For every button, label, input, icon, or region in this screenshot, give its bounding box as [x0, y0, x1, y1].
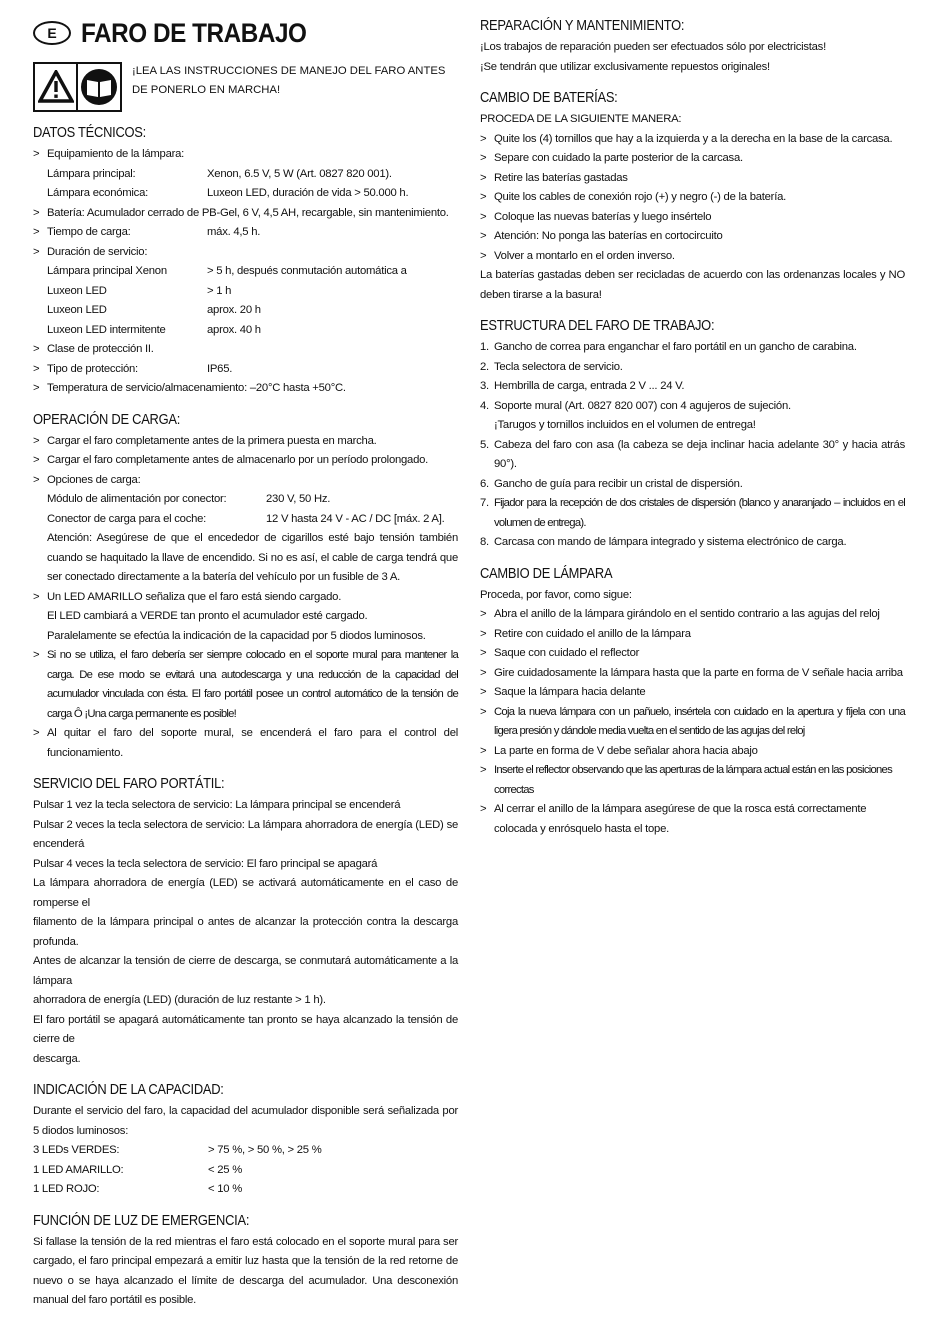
capacity-row: 1 LED ROJO: < 10 %	[33, 1183, 242, 1195]
list-item: > Duración de servicio:	[33, 245, 148, 258]
emergencia-heading: FUNCIÓN DE LUZ DE EMERGENCIA:	[33, 1211, 250, 1229]
datos-heading: DATOS TÉCNICOS:	[33, 124, 146, 141]
text-line: Pulsar 2 veces la tecla selectora de servicio: La lámpara ahorradora de energía (LED) se encenderá	[33, 818, 458, 850]
list-item: > Quite los (4) tornillos que hay a la izquierda y a la derecha en la base de la carcasa.	[480, 132, 893, 145]
numbered-item: 8. Carcasa con mando de lámpara integrado y sistema electrónico de carga.	[480, 536, 847, 548]
list-item: > Retire las baterías gastadas	[480, 171, 628, 184]
list-item: > Atención: No ponga las baterías en cortocircuito	[480, 230, 723, 242]
numbered-item: 5. Cabeza del faro con asa (la cabeza se deja inclinar hacia adelante 30° y hacia atrás 90°).	[480, 438, 905, 470]
warning-icons	[33, 62, 122, 112]
carga-section	[33, 432, 458, 764]
warning-block	[33, 62, 458, 112]
numbered-item: 4. Soporte mural (Art. 0827 820 007) con 4 agujeros de sujeción.	[480, 399, 791, 412]
baterias-subheading: PROCEDA DE LA SIGUIENTE MANERA:	[480, 113, 682, 125]
lampara-section	[480, 586, 905, 840]
text-line: La lámpara ahorradora de energía (LED) se activará automáticamente en el caso de romperse el	[33, 877, 458, 909]
list-item: > Quite los cables de conexión rojo (+) y negro (-) de la batería.	[480, 191, 787, 203]
list-item: > Si no se utiliza, el faro debería ser siempre colocado en el soporte mural para mantener la carga. De ese modo se evitará una autodescarga y una reducción de la capacidad del acumulador vinculada con ésta. El faro portátil posee un control automático de la tensión de carga Ô ¡Una carga permanente es posible!	[33, 649, 458, 720]
numbered-item-cont: ¡Tarugos y tornillos incluidos en el volumen de entrega!	[494, 419, 756, 431]
list-item: > Saque con cuidado el reflector	[480, 647, 640, 659]
baterias-note: La baterías gastadas deben ser recicladas de acuerdo con las ordenanzas locales y NO deben tirarse a la basura!	[480, 269, 905, 301]
list-item: > Cargar el faro completamente antes de la primera puesta en marcha.	[33, 434, 377, 447]
manual-book-icon	[76, 64, 119, 110]
estructura-heading: ESTRUCTURA DEL FARO DE TRABAJO:	[480, 317, 715, 334]
list-item: > Coloque las nuevas baterías y luego insértelo	[480, 210, 712, 223]
datos-section	[33, 145, 458, 399]
list-item: > Clase de protección II.	[33, 343, 154, 355]
baterias-section	[480, 110, 905, 305]
capacity-row: 3 LEDs VERDES: > 75 %, > 50 %, > 25 %	[33, 1144, 322, 1156]
list-item: > Opciones de carga:	[33, 473, 141, 486]
reparacion-section	[480, 38, 905, 77]
spec-row: Lámpara económica: Luxeon LED, duración de vida > 50.000 h.	[47, 187, 409, 199]
lampara-heading: CAMBIO DE LÁMPARA	[480, 564, 613, 582]
spec-row: Luxeon LED intermitente aprox. 40 h	[47, 323, 261, 336]
spec-row: Conector de carga para el coche: 12 V hasta 24 V - AC / DC [máx. 2 A].	[47, 512, 445, 525]
language-badge: E	[33, 21, 71, 45]
list-item: > Tiempo de carga: máx. 4,5 h.	[33, 226, 261, 238]
list-item: > Cargar el faro completamente antes de almacenarlo por un período prolongado.	[33, 454, 429, 466]
reparacion-heading: REPARACIÓN Y MANTENIMIENTO:	[480, 17, 685, 34]
carga-heading: OPERACIÓN DE CARGA:	[33, 410, 181, 428]
list-item: > La parte en forma de V debe señalar ahora hacia abajo	[480, 744, 758, 757]
list-item: > Al cerrar el anillo de la lámpara asegúrese de que la rosca está correctamente colocada y enrósquelo hasta el tope.	[480, 803, 867, 835]
spec-row: Luxeon LED aprox. 20 h	[47, 304, 261, 316]
list-item-cont: Paralelamente se efectúa la indicación de la capacidad por 5 diodos luminosos.	[47, 629, 426, 642]
atencion-note: Atención: Asegúrese de que el encededor de cigarillos esté bajo tensión también cuando se haquitado la llave de encendido. Si no es así, el cable de carga tendrá que ser conectado directamente a la batería del vehículo por un fusible de 3 A.	[47, 532, 458, 583]
list-item: > Un LED AMARILLO señaliza que el faro está siendo cargado.	[33, 590, 342, 603]
text-line: ahorradora de energía (LED) (duración de luz restante > 1 h).	[33, 994, 326, 1006]
list-item: > Retire con cuidado el anillo de la lámpara	[480, 627, 691, 640]
list-item: > Abra el anillo de la lámpara girándolo en el sentido contrario a las agujas del reloj	[480, 608, 880, 620]
capacidad-heading: INDICACIÓN DE LA CAPACIDAD:	[33, 1081, 224, 1098]
warning-triangle-icon	[35, 64, 76, 110]
spec-row: Lámpara principal: Xenon, 6.5 V, 5 W (Art. 0827 820 001).	[47, 167, 392, 180]
capacidad-section	[33, 1102, 458, 1200]
right-column	[480, 16, 905, 839]
spec-row: Lámpara principal Xenon > 5 h, después conmutación automática a	[47, 265, 407, 277]
spec-row: Módulo de alimentación por conector: 230 V, 50 Hz.	[47, 493, 331, 505]
text-line: Antes de alcanzar la tensión de cierre de descarga, se conmutará automáticamente a la lámpara	[33, 955, 458, 987]
text-line: El faro portátil se apagará automáticamente tan pronto se haya alcanzado la tensión de cierre de	[33, 1013, 458, 1045]
emergencia-text: Si fallase la tensión de la red mientras el faro está colocado en el soporte mural para ser cargado, el faro principal empezará a emitir luz hasta que la tensión de la red retorne de nuevo o se haya alcanzado el límite de descarga del acumulador. Una desconexión manual del faro portátil es posible.	[33, 1235, 458, 1306]
spec-row: Luxeon LED > 1 h	[47, 284, 232, 297]
numbered-item: 3. Hembrilla de carga, entrada 2 V ... 24 V.	[480, 380, 685, 392]
text-line: Pulsar 1 vez la tecla selectora de servicio: La lámpara principal se encenderá	[33, 799, 401, 811]
text-line: Pulsar 4 veces la tecla selectora de servicio: El faro principal se apagará	[33, 857, 378, 870]
title-bar	[33, 16, 458, 50]
capacidad-intro: Durante el servicio del faro, la capacidad del acumulador disponible será señalizada por 5 diodos luminosos:	[33, 1105, 458, 1137]
list-item: > Tipo de protección: IP65.	[33, 362, 233, 375]
capacity-row: 1 LED AMARILLO: < 25 %	[33, 1163, 242, 1176]
list-item: > Batería: Acumulador cerrado de PB-Gel, 6 V, 4,5 AH, recargable, sin mantenimiento.	[33, 206, 449, 219]
list-item: > Equipamiento de la lámpara:	[33, 148, 185, 160]
list-item: > Gire cuidadosamente la lámpara hasta que la parte en forma de V señale hacia arriba	[480, 666, 903, 679]
list-item: > Separe con cuidado la parte posterior de la carcasa.	[480, 152, 743, 164]
baterias-heading: CAMBIO DE BATERÍAS:	[480, 89, 618, 106]
servicio-section	[33, 796, 458, 1069]
list-item-cont: El LED cambiará a VERDE tan pronto el acumulador esté cargado.	[47, 610, 368, 622]
numbered-item: 1. Gancho de correa para enganchar el faro portátil en un gancho de carabina.	[480, 341, 857, 353]
numbered-item: 6. Gancho de guía para recibir un cristal de dispersión.	[480, 477, 743, 490]
page-title: FARO DE TRABAJO	[81, 17, 307, 48]
lampara-intro: Proceda, por favor, como sigue:	[480, 588, 632, 601]
list-item: > Coja la nueva lámpara con un pañuelo, insértela con cuidado en la apertura y fíjela con una ligera presión y dándole media vuelta en el sentido de las agujas del reloj	[480, 705, 905, 737]
list-item: > Saque la lámpara hacia delante	[480, 686, 646, 698]
text-line: filamento de la lámpara principal o antes de alcanzar la protección contra la descarga profunda.	[33, 916, 458, 948]
text-line: ¡Se tendrán que utilizar exclusivamente repuestos originales!	[480, 60, 770, 73]
servicio-heading: SERVICIO DEL FARO PORTÁTIL:	[33, 775, 225, 792]
text-line: descarga.	[33, 1052, 81, 1065]
numbered-item: 2. Tecla selectora de servicio.	[480, 360, 623, 373]
numbered-item: 7. Fijador para la recepción de dos cristales de dispersión (blanco y anaranjado – incluidos en el volumen de entrega).	[480, 497, 905, 529]
warning-text: ¡LEA LAS INSTRUCCIONES DE MANEJO DEL FARO ANTES DE PONERLO EN MARCHA!	[131, 65, 446, 96]
estructura-section	[480, 338, 905, 553]
list-item: > Temperatura de servicio/almacenamiento: –20°C hasta +50°C.	[33, 382, 346, 394]
list-item: > Al quitar el faro del soporte mural, se encenderá el faro para el control del funcionamiento.	[33, 727, 458, 759]
left-column	[33, 16, 458, 1311]
list-item: > Inserte el reflector observando que las aperturas de la lámpara actual están en las posiciones correctas	[480, 764, 892, 796]
list-item: > Volver a montarlo en el orden inverso.	[480, 249, 675, 262]
text-line: ¡Los trabajos de reparación pueden ser efectuados sólo por electricistas!	[480, 41, 826, 53]
